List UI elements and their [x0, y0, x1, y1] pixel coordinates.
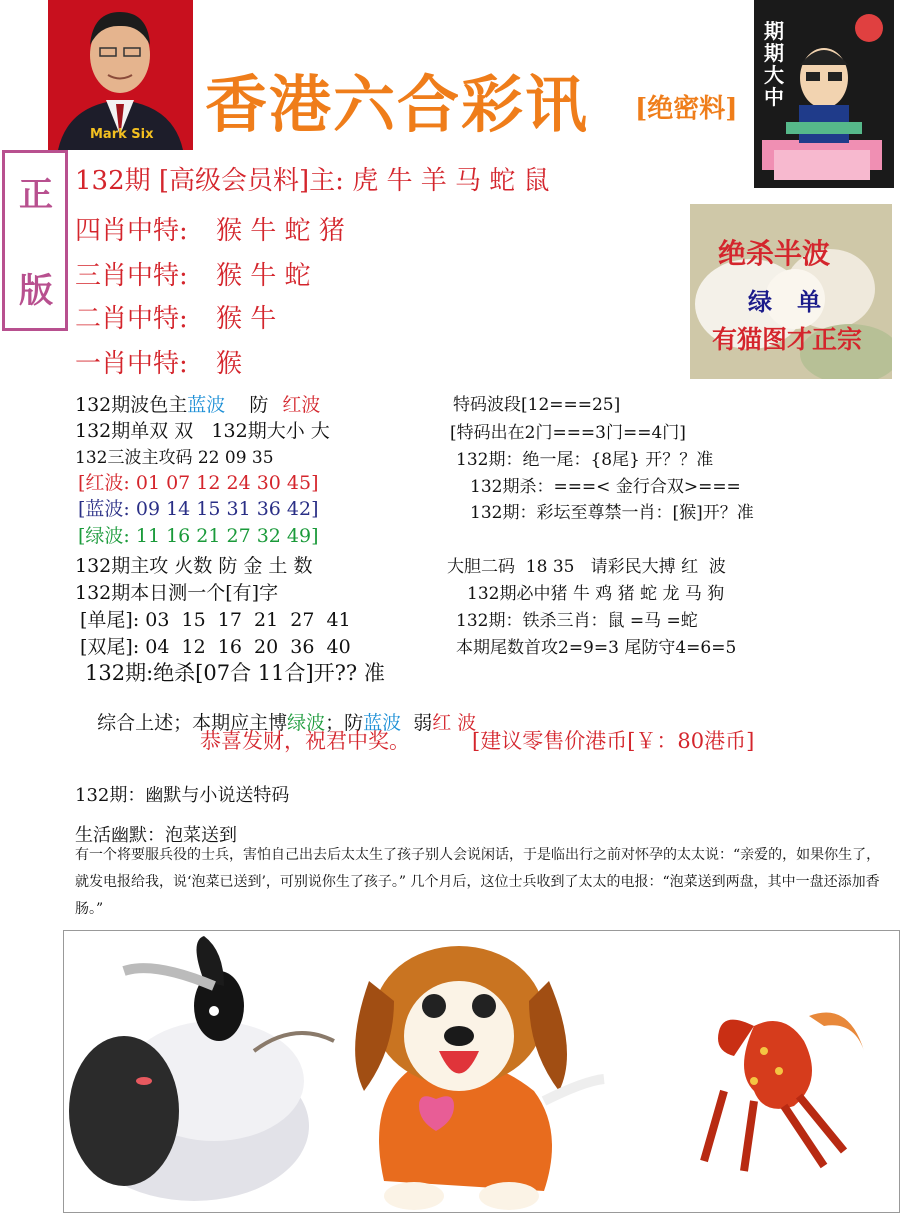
- summary-sep: ；防: [325, 712, 364, 734]
- bottom-image-panel: [63, 930, 900, 1213]
- cartoon-image: [754, 0, 894, 188]
- tip-label: 一肖中特:: [75, 349, 188, 379]
- tail-attack-line: 本期尾数首攻2=9=3 尾防守4=6=5: [456, 638, 737, 658]
- congrats-text: 恭喜发财，祝君中奖。: [200, 729, 410, 753]
- tip-value: 猴 牛 蛇 猪: [216, 216, 345, 246]
- horse-image: [704, 1013, 864, 1171]
- wave-line: [75, 390, 320, 417]
- forbid-line: 132期：彩坛至尊禁一肖：[猴]开？准: [470, 503, 754, 523]
- tip-label: 二肖中特:: [75, 304, 188, 334]
- wave-guard: 防: [249, 394, 269, 416]
- tip-row: [75, 298, 276, 335]
- humor-title: 生活幽默：泡菜送到: [75, 825, 237, 846]
- kill-combo-line: 132期杀：===< 金行合双>===: [470, 477, 741, 497]
- code-range-line: 特码波段[12===25]: [453, 395, 621, 415]
- dog-image: [355, 946, 604, 1210]
- rabbit-image: [69, 936, 334, 1201]
- tip-label: 三肖中特:: [75, 261, 188, 291]
- badge-char-1: 正: [19, 175, 53, 215]
- cat-line-3: 有猫图才正宗: [712, 325, 863, 354]
- blue-wave-line: [蓝波: 09 14 15 31 36 42]: [78, 498, 319, 520]
- tip-row: [75, 255, 311, 292]
- tip-row: [75, 343, 242, 380]
- cat-line-2: 绿 单: [748, 287, 822, 316]
- title-bracket: [绝密料]: [635, 94, 738, 124]
- must-hit-line: 132期必中猪 牛 鸡 猪 蛇 龙 马 狗: [467, 584, 725, 604]
- wave-guard-value: 红波: [282, 394, 321, 416]
- members-line: 132期 [高级会员料]主: 虎 牛 羊 马 蛇 鼠: [75, 166, 550, 196]
- bold-two-line: 大胆二码 18 35 请彩民大搏 红 波: [447, 557, 726, 577]
- wave-pre: 132期波色主: [75, 394, 188, 416]
- red-wave-line: [红波: 01 07 12 24 30 45]: [78, 472, 319, 494]
- iron-kill-line: 132期：铁杀三肖：鼠 =马 =蛇: [456, 611, 698, 631]
- wave-main: 蓝波: [187, 394, 226, 416]
- kill-tail-line: 132期：绝一尾：{8尾} 开？？准: [456, 450, 714, 470]
- cat-image: [690, 204, 892, 379]
- kill-line: 132期:绝杀[07合 11合]开?? 准: [85, 661, 385, 685]
- cat-line-1: 绝杀半波: [718, 237, 831, 270]
- humor-header: 132期：幽默与小说送特码: [75, 785, 290, 806]
- single-tail-line: [单尾]: 03 15 17 21 27 41: [80, 609, 351, 631]
- page-title: 香港六合彩讯: [205, 68, 590, 141]
- summary-weak-wave: 红 波: [432, 712, 477, 734]
- attack-line: 132期主攻 火数 防 金 土 数: [75, 555, 313, 577]
- double-tail-line: [双尾]: 04 12 16 20 36 40: [80, 636, 351, 658]
- door-line: [特码出在2门===3门==4门]: [450, 423, 686, 443]
- portrait-image: [48, 0, 193, 150]
- badge-char-2: 版: [19, 271, 53, 311]
- summary-guard-wave: 蓝波: [363, 712, 402, 734]
- daily-char-line: 132期本日测一个[有]字: [75, 582, 279, 604]
- tip-label: 四肖中特:: [75, 216, 188, 246]
- summary-pre: 综合上述；本期应主博: [97, 712, 288, 734]
- authentic-badge: [2, 150, 68, 331]
- tip-value: 猴 牛: [216, 304, 277, 334]
- summary-weak-pre: 弱: [401, 712, 433, 734]
- tip-row: [75, 210, 345, 247]
- price-text: [建议零售价港币[￥：80港币]: [472, 729, 755, 753]
- tip-value: 猴 牛 蛇: [216, 261, 311, 291]
- three-wave-line: 132三波主攻码 22 09 35: [75, 448, 274, 468]
- humor-story: 有一个将要服兵役的士兵，害怕自己出去后太太生了孩子别人会说闲话，于是临出行之前对怀孕的太太说：“亲爱的，如果你生了，就发电报给我，说‘泡菜已送到’，可别说你生了孩子。” 几个月后，这位士兵收到了太太的电报：“泡菜送到两盘，其中一盘还添加香肠。”: [75, 847, 881, 917]
- summary-main-wave: 绿波: [287, 712, 326, 734]
- cartoon-caption: 期期大中: [764, 19, 784, 109]
- portrait-caption: Mark Six: [90, 127, 154, 142]
- green-wave-line: [绿波: 11 16 21 27 32 49]: [78, 525, 319, 547]
- odd-even-line: 132期单双 双 132期大小 大: [75, 420, 330, 442]
- tip-value: 猴: [216, 349, 243, 379]
